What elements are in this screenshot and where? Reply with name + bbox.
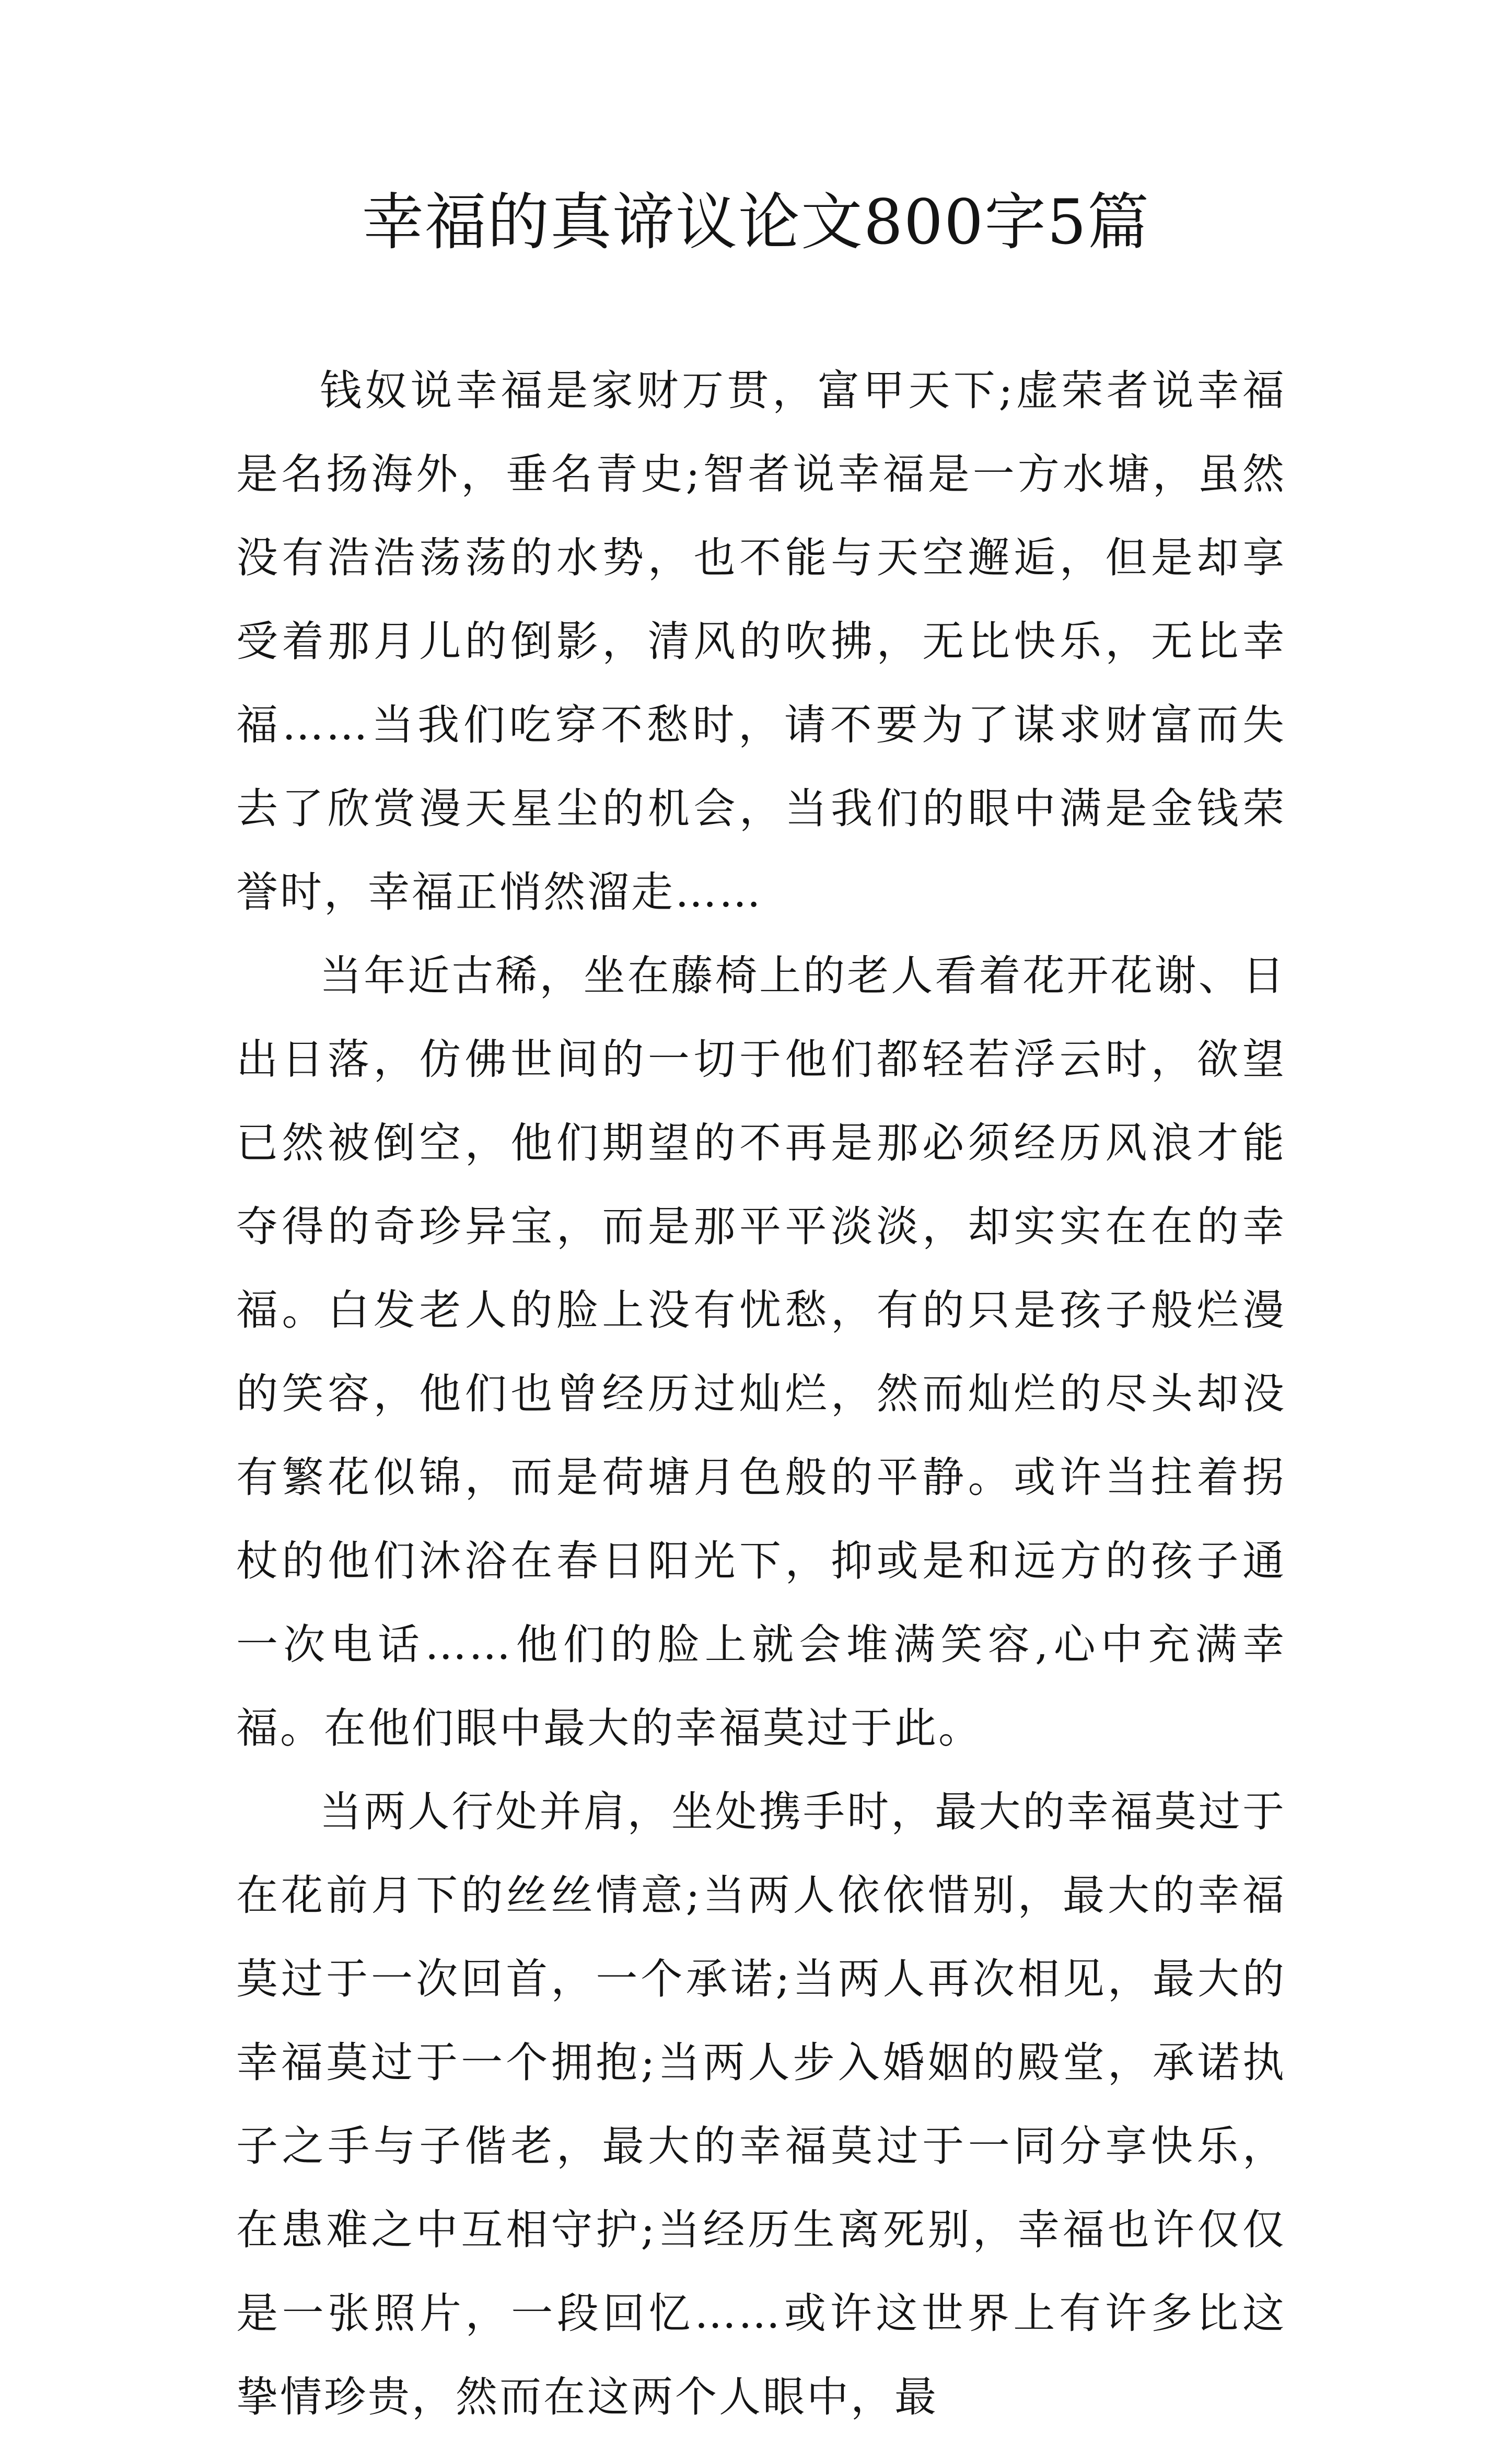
paragraph-2: 当年近古稀，坐在藤椅上的老人看着花开花谢、日出日落，仿佛世间的一切于他们都轻若浮云时，欲望已然被倒空，他们期望的不再是那必须经历风浪才能夺得的奇珍异宝，而是那平平淡淡，却实实在在的幸福。白发老人的脸上没有忧愁，有的只是孩子般烂漫的笑容，他们也曾经历过灿烂，然而灿烂的尽头却没有繁花似锦，而是荷塘月色般的平静。或许当拄着拐杖的他们沐浴在春日阳光下，抑或是和远方的孩子通一次电话……他们的脸上就会堆满笑容,心中充满幸福。在他们眼中最大的幸福莫过于此。: [236, 951, 1286, 1752]
document-title: 幸福的真谛议论文800字5篇: [362, 186, 1150, 258]
paragraph-1: 钱奴说幸福是家财万贯，富甲天下;虚荣者说幸福是名扬海外，垂名青史;智者说幸福是一方水塘，虽然没有浩浩荡荡的水势，也不能与天空邂逅，但是却享受着那月儿的倒影，清风的吹拂，无比快乐，无比幸福……当我们吃穿不愁时，请不要为了谋求财富而失去了欣赏漫天星尘的机会，当我们的眼中满是金钱荣誉时，幸福正悄然溜走……: [236, 366, 1286, 916]
document-body: [236, 349, 1286, 2439]
paragraph-3: 当两人行处并肩，坐处携手时，最大的幸福莫过于在花前月下的丝丝情意;当两人依依惜别，最大的幸福莫过于一次回首，一个承诺;当两人再次相见，最大的幸福莫过于一个拥抱;当两人步入婚姻的殿堂，承诺执子之手与子偕老，最大的幸福莫过于一同分享快乐，在患难之中互相守护;当经历生离死别，幸福也许仅仅是一张照片，一段回忆……或许这世界上有许多比这挚情珍贵，然而在这两个人眼中，最: [236, 1787, 1286, 2421]
